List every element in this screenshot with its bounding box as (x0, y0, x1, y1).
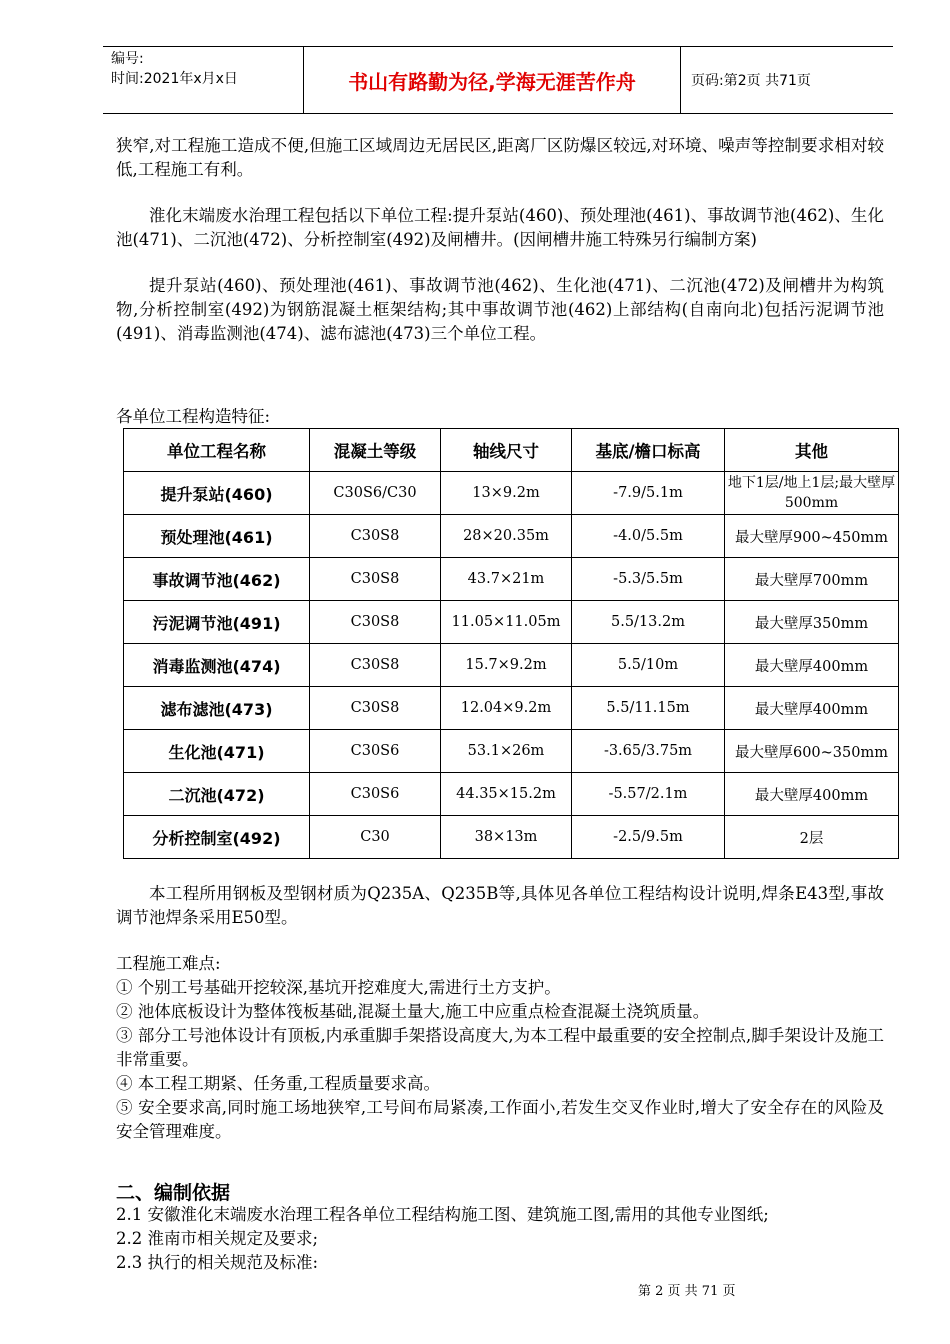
difficulty-item: ③ 部分工号池体设计有顶板,内承重脚手架搭设高度大,为本工程中最重要的安全控制点,脚手架设计及施工非常重要。 (116, 1026, 884, 1069)
unit-name-cell: 污泥调节池(491) (124, 601, 310, 644)
difficulty-item: ⑤ 安全要求高,同时施工场地狭窄,工号间布局紧凑,工作面小,若发生交叉作业时,增大了安全存在的风险及安全管理难度。 (116, 1098, 884, 1141)
table-cell: 最大壁厚600~350mm (725, 730, 899, 773)
table-cell: C30S8 (310, 601, 441, 644)
paragraph-3: 提升泵站(460)、预处理池(461)、事故调节池(462)、生化池(471)、二沉池(472)及闸槽井为构筑物,分析控制室(492)为钢筋混凝土框架结构;其中事故调节池(462)上部结构(自南向北)包括污泥调节池(491)、消毒监测池(474)、滤布滤池(473)三个单位工程。 (116, 276, 884, 343)
table-row (124, 816, 899, 859)
header-meta (103, 47, 303, 113)
paragraph-2: 淮化末端废水治理工程包括以下单位工程:提升泵站(460)、预处理池(461)、事故调节池(462)、生化池(471)、二沉池(472)、分析控制室(492)及闸槽井。(因闸槽井施工特殊另行编制方案) (116, 206, 884, 249)
table-cell: 11.05×11.05m (441, 601, 572, 644)
table-cell: 5.5/13.2m (572, 601, 725, 644)
page-footer: 第 2 页 共 71 页 (638, 1284, 736, 1299)
unit-name-cell: 二沉池(472) (124, 773, 310, 816)
table-cell: C30S6/C30 (310, 472, 441, 515)
header-motto: 书山有路勤为径,学海无涯苦作舟 (303, 47, 681, 113)
table-cell: -2.5/9.5m (572, 816, 725, 859)
unit-name-cell: 生化池(471) (124, 730, 310, 773)
table-cell: 最大壁厚700mm (725, 558, 899, 601)
page-header (103, 46, 893, 114)
table-cell: C30S8 (310, 644, 441, 687)
table-cell: 13×9.2m (441, 472, 572, 515)
table-cell: 53.1×26m (441, 730, 572, 773)
table-cell: C30S6 (310, 773, 441, 816)
table-row (124, 601, 899, 644)
column-header: 混凝土等级 (310, 429, 441, 472)
table-row (124, 773, 899, 816)
difficulties-title: 工程施工难点: (116, 954, 221, 973)
table-cell: 最大壁厚900~450mm (725, 515, 899, 558)
basis-item: 2.1 安徽淮化末端废水治理工程各单位工程结构施工图、建筑施工图,需用的其他专业图纸; (116, 1205, 769, 1224)
table-caption: 各单位工程构造特征: (116, 407, 271, 426)
table-cell: 44.35×15.2m (441, 773, 572, 816)
unit-name-cell: 事故调节池(462) (124, 558, 310, 601)
basis-item: 2.3 执行的相关规范及标准: (116, 1253, 319, 1272)
table-cell: C30S8 (310, 515, 441, 558)
structure-features-table (123, 428, 899, 859)
paragraph-1: 狭窄,对工程施工造成不便,但施工区域周边无居民区,距离厂区防爆区较远,对环境、噪声等控制要求相对较低,工程施工有利。 (116, 136, 884, 179)
table-cell: 最大壁厚400mm (725, 773, 899, 816)
header-page-label: 页码:第2页 共71页 (691, 73, 811, 89)
table-cell: -3.65/3.75m (572, 730, 725, 773)
table-cell: -5.57/2.1m (572, 773, 725, 816)
table-row (124, 472, 899, 515)
table-cell: -7.9/5.1m (572, 472, 725, 515)
table-cell: C30S8 (310, 687, 441, 730)
difficulty-item: ① 个别工号基础开挖较深,基坑开挖难度大,需进行土方支护。 (116, 978, 561, 997)
column-header: 其他 (725, 429, 899, 472)
table-cell: 最大壁厚400mm (725, 687, 899, 730)
document-number-label: 编号: (111, 51, 144, 67)
table-cell: C30S6 (310, 730, 441, 773)
table-row (124, 730, 899, 773)
section-2-list (116, 1203, 884, 1275)
table-header-row (124, 429, 899, 472)
table-row (124, 558, 899, 601)
table-cell: C30 (310, 816, 441, 859)
intro-section (116, 134, 884, 346)
table-cell: 38×13m (441, 816, 572, 859)
table-cell: 2层 (725, 816, 899, 859)
table-cell: 5.5/11.15m (572, 687, 725, 730)
unit-name-cell: 预处理池(461) (124, 515, 310, 558)
column-header: 单位工程名称 (124, 429, 310, 472)
column-header: 轴线尺寸 (441, 429, 572, 472)
column-header: 基底/檐口标高 (572, 429, 725, 472)
table-cell: 5.5/10m (572, 644, 725, 687)
unit-name-cell: 消毒监测池(474) (124, 644, 310, 687)
unit-name-cell: 分析控制室(492) (124, 816, 310, 859)
table-cell: 15.7×9.2m (441, 644, 572, 687)
table-cell: 43.7×21m (441, 558, 572, 601)
table-cell: 12.04×9.2m (441, 687, 572, 730)
difficulty-item: ④ 本工程工期紧、任务重,工程质量要求高。 (116, 1074, 440, 1093)
unit-name-cell: 提升泵站(460) (124, 472, 310, 515)
table-cell: 最大壁厚350mm (725, 601, 899, 644)
table-cell: C30S8 (310, 558, 441, 601)
document-time-label: 时间:2021年x月x日 (111, 71, 238, 87)
paragraph-4: 本工程所用钢板及型钢材质为Q235A、Q235B等,具体见各单位工程结构设计说明,焊条E43型,事故调节池焊条采用E50型。 (116, 884, 884, 927)
unit-name-cell: 滤布滤池(473) (124, 687, 310, 730)
difficulty-item: ② 池体底板设计为整体筏板基础,混凝土量大,施工中应重点检查混凝土浇筑质量。 (116, 1002, 710, 1021)
table-row (124, 515, 899, 558)
table-row (124, 644, 899, 687)
table-cell: 最大壁厚400mm (725, 644, 899, 687)
table-cell: 28×20.35m (441, 515, 572, 558)
section-2-heading: 二、编制依据 (116, 1182, 231, 1204)
table-cell: -5.3/5.5m (572, 558, 725, 601)
basis-item: 2.2 淮南市相关规定及要求; (116, 1229, 319, 1248)
table-row (124, 687, 899, 730)
table-cell: 地下1层/地上1层;最大壁厚500mm (725, 472, 899, 515)
steel-section (116, 882, 884, 1144)
table-cell: -4.0/5.5m (572, 515, 725, 558)
